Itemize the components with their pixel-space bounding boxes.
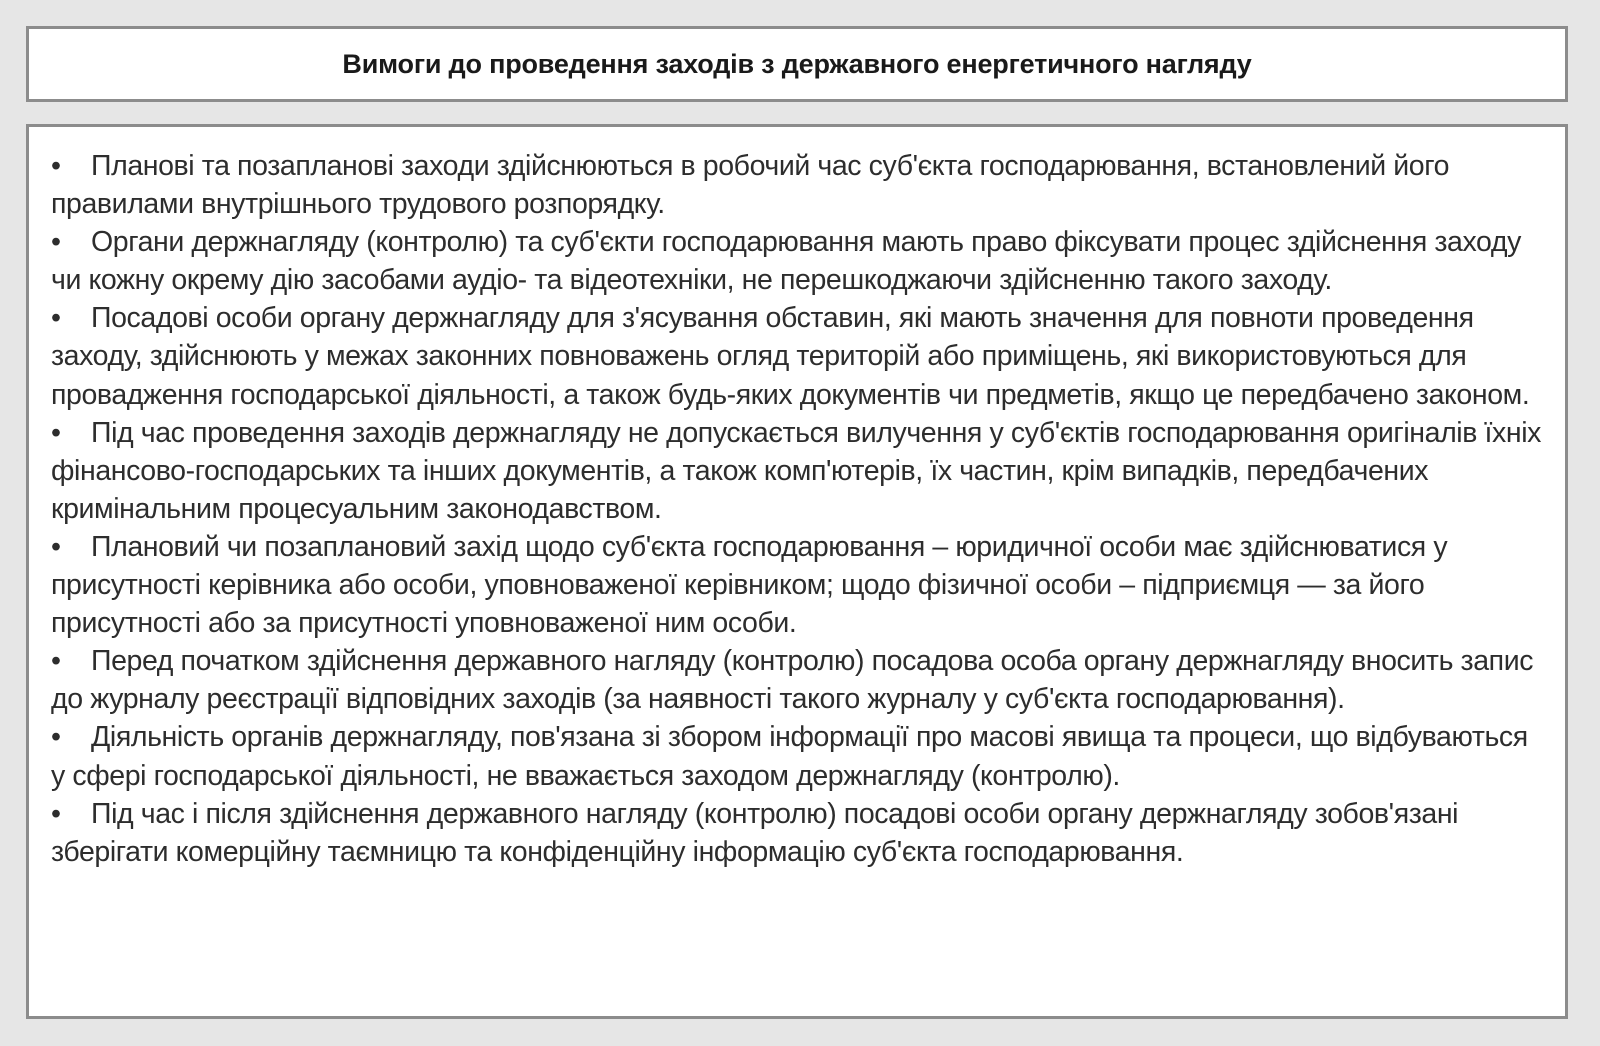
bullet-icon: • <box>51 721 61 754</box>
list-item-text: Діяльність органів держнагляду, пов'язана зі збором інформації про масові явища та процеси, що відбуваються у сфері господарської діяльності, не вважається заходом держнагляду (контролю). <box>51 721 1528 792</box>
list-item-text: Планові та позапланові заходи здійснюються в робочий час суб'єкта господарювання, встановлений його правилами внутрішнього трудового розпорядку. <box>51 150 1450 221</box>
bullet-icon: • <box>51 302 61 335</box>
list-item-text: Під час проведення заходів держнагляду не допускається вилучення у суб'єктів господарювання оригіналів їхніх фінансово-господарських та інших документів, а також комп'ютерів, їх частин, крім випадків, передбачених кримінальним процесуальним законодавством. <box>51 416 1541 525</box>
list-item <box>51 147 1543 223</box>
title-box <box>26 26 1568 102</box>
bullet-icon: • <box>51 150 61 182</box>
list-item-text: Плановий чи позаплановий захід щодо суб'єкта господарювання – юридичної особи має здійснюватися у присутності керівника або особи, уповноваженої керівником; щодо фізичної особи – підприємця — за його присутності або за присутності уповноваженої ним особи. <box>51 530 1448 640</box>
bullet-icon: • <box>51 645 61 678</box>
list-item <box>51 528 1543 642</box>
list-item <box>51 718 1543 794</box>
list-item <box>51 414 1543 528</box>
bullet-icon: • <box>51 226 61 259</box>
bullet-icon: • <box>51 416 61 449</box>
page-title: Вимоги до проведення заходів з державного енергетичного нагляду <box>342 48 1252 79</box>
bullet-icon: • <box>51 797 61 830</box>
list-item <box>51 299 1543 413</box>
bullet-icon: • <box>51 530 61 563</box>
list-item-text: Посадові особи органу держнагляду для з'ясування обставин, які мають значення для повноти проведення заходу, здійснюють у межах законних повноважень огляд територій або приміщень, які використовуються для провадження господарської діяльності, а також будь-яких документів чи предметів, якщо це передбачено законом. <box>51 302 1530 411</box>
list-item <box>51 795 1543 871</box>
list-item <box>51 642 1543 718</box>
list-item <box>51 223 1543 299</box>
list-item-text: Органи держнагляду (контролю) та суб'єкти господарювання мають право фіксувати процес здійснення заходу чи кожну окрему дію засобами аудіо- та відеотехніки, не перешкоджаючи здійсненню такого заходу. <box>51 226 1521 297</box>
requirements-panel <box>26 124 1568 1019</box>
list-item-text: Під час і після здійснення державного нагляду (контролю) посадові особи органу держнагляду зобов'язані зберігати комерційну таємницю та конфіденційну інформацію суб'єкта господарювання. <box>51 797 1459 868</box>
list-item-text: Перед початком здійснення державного нагляду (контролю) посадова особа органу держнагляду вносить запис до журналу реєстрації відповідних заходів (за наявності такого журналу у суб'єкта господарювання). <box>51 645 1534 716</box>
requirements-list <box>51 147 1543 871</box>
